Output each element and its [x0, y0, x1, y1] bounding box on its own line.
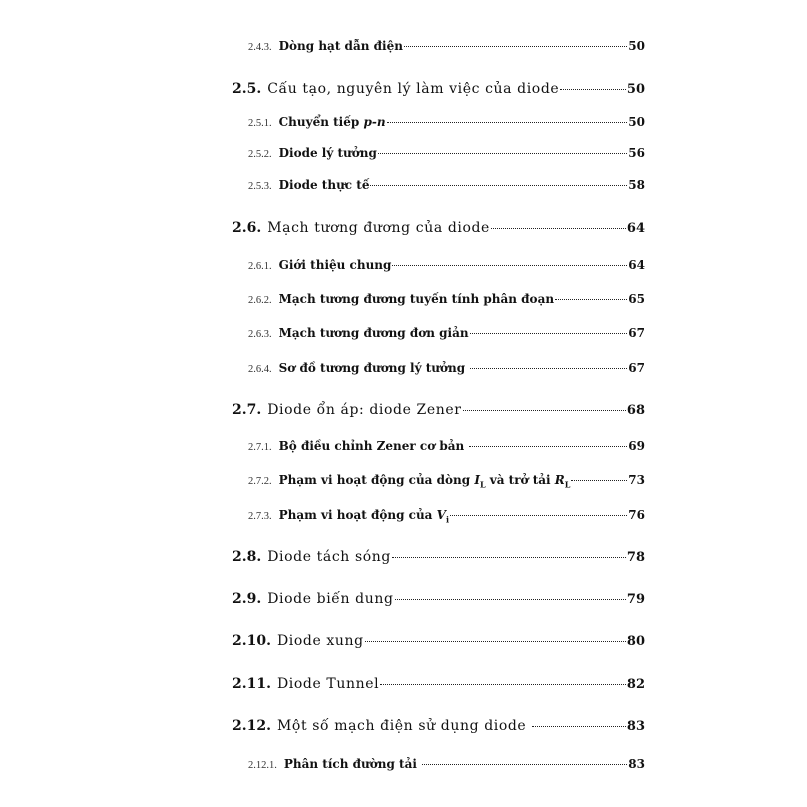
dot-leader — [395, 599, 626, 600]
toc-entry-page: 83 — [626, 719, 645, 734]
toc-entry[interactable] — [232, 402, 645, 418]
toc-entry-title — [279, 439, 469, 453]
title-segment: V — [436, 508, 446, 522]
toc-entry-title — [267, 549, 391, 565]
toc-entry-title — [267, 220, 490, 236]
toc-entry-page: 50 — [628, 115, 645, 129]
dot-leader — [571, 480, 627, 481]
title-segment: R — [554, 473, 565, 487]
toc-entry[interactable] — [248, 258, 645, 272]
toc-entry-page: 50 — [628, 39, 645, 53]
toc-entry[interactable] — [232, 633, 645, 649]
dot-leader — [532, 726, 626, 727]
toc-entry-number: 2.7.3. — [248, 511, 272, 522]
toc-entry-title — [267, 81, 559, 97]
toc-entry-number: 2.10. — [232, 633, 271, 649]
dot-leader — [365, 641, 626, 642]
toc-entry-number: 2.12. — [232, 718, 271, 734]
toc-entry[interactable] — [248, 439, 645, 453]
dot-leader — [560, 89, 626, 90]
toc-entry-page: 67 — [628, 326, 645, 340]
dot-leader — [392, 557, 626, 558]
title-segment: Dòng hạt dẫn điện — [278, 39, 403, 53]
title-segment: Diode Tunnel — [276, 676, 380, 692]
title-segment: Phạm vi hoạt động của dòng — [278, 473, 475, 487]
dot-leader — [450, 515, 627, 516]
toc-entry[interactable] — [248, 473, 645, 489]
title-segment: Diode tách sóng — [267, 549, 391, 565]
title-segment: L — [479, 479, 486, 490]
toc-entry-number: 2.8. — [232, 549, 262, 565]
toc-entry-page: 58 — [628, 178, 645, 192]
title-segment: Chuyển tiếp — [278, 115, 364, 129]
toc-entry-title — [279, 508, 449, 524]
toc-entry-page: 64 — [626, 221, 645, 236]
toc-entry-number: 2.4.3. — [248, 42, 272, 53]
toc-entry[interactable] — [248, 508, 645, 524]
toc-entry-page: 50 — [626, 82, 645, 97]
toc-entry-number: 2.5.2. — [248, 149, 272, 160]
title-segment: Diode ổn áp: diode Zener — [267, 402, 462, 418]
title-segment: Diode biến dung — [267, 591, 394, 607]
toc-entry[interactable] — [248, 115, 645, 129]
toc-entry[interactable] — [232, 591, 645, 607]
dot-leader — [404, 46, 627, 47]
toc-entry[interactable] — [232, 676, 645, 692]
toc-entry-title — [279, 146, 377, 160]
toc-entry-page: 80 — [626, 634, 645, 649]
toc-entry-number: 2.12.1. — [248, 760, 277, 771]
toc-entry-title — [277, 633, 364, 649]
dot-leader — [470, 368, 627, 369]
toc-entry-number: 2.7.2. — [248, 476, 272, 487]
toc-entry-page: 73 — [628, 473, 645, 487]
toc-entry[interactable] — [232, 549, 645, 565]
toc-entry-number: 2.5.1. — [248, 118, 272, 129]
toc-entry-number: 2.6. — [232, 220, 262, 236]
toc-entry[interactable] — [248, 292, 645, 306]
toc-entry[interactable] — [248, 326, 645, 340]
title-segment: Diode xung — [276, 633, 364, 649]
toc-entry-title — [279, 361, 470, 375]
toc-entry-number: 2.5. — [232, 81, 262, 97]
title-segment: i — [445, 514, 449, 525]
title-segment: L — [564, 479, 571, 490]
toc-entry-number: 2.6.1. — [248, 261, 272, 272]
toc-entry-number: 2.5.3. — [248, 181, 272, 192]
toc-entry[interactable] — [248, 361, 645, 375]
toc-entry-title — [267, 591, 393, 607]
toc-entry-title — [279, 292, 554, 306]
dot-leader — [380, 684, 626, 685]
toc-entry-title — [277, 718, 531, 734]
toc-entry-title — [279, 39, 403, 53]
toc-entry[interactable] — [248, 178, 645, 192]
title-segment: Sơ đồ tương đương lý tưởng — [278, 361, 470, 375]
toc-entry-number: 2.11. — [232, 676, 271, 692]
toc-entry-number: 2.6.2. — [248, 295, 272, 306]
toc-entry[interactable] — [248, 146, 645, 160]
title-segment: Mạch tương đương đơn giản — [278, 326, 469, 340]
dot-leader — [555, 299, 627, 300]
title-segment: Mạch tương đương tuyến tính phân đoạn — [278, 292, 555, 306]
toc-entry[interactable] — [248, 39, 645, 53]
dot-leader — [469, 446, 627, 447]
toc-entry[interactable] — [232, 81, 645, 97]
toc-entry-number: 2.7. — [232, 402, 262, 418]
toc-entry-page: 67 — [628, 361, 645, 375]
dot-leader — [491, 228, 626, 229]
toc-entry-title — [267, 402, 461, 418]
toc-entry-page: 65 — [628, 292, 645, 306]
toc-entry-page: 78 — [626, 550, 645, 565]
toc-entry-page: 69 — [628, 439, 645, 453]
toc-entry-page: 64 — [628, 258, 645, 272]
toc-entry-page: 68 — [626, 403, 645, 418]
dot-leader — [370, 185, 627, 186]
title-segment: Diode thực tế — [278, 178, 370, 192]
toc-entry-page: 79 — [626, 592, 645, 607]
dot-leader — [392, 265, 627, 266]
toc-entry-title — [284, 757, 421, 771]
title-segment: Một số mạch điện sử dụng diode — [276, 718, 532, 734]
toc-entry-title — [279, 178, 370, 192]
dot-leader — [463, 410, 626, 411]
dot-leader — [378, 153, 627, 154]
toc-entry[interactable] — [248, 757, 645, 771]
toc-entry-page: 82 — [626, 677, 645, 692]
title-segment: p-n — [363, 115, 386, 129]
toc-entry[interactable] — [232, 220, 645, 236]
dot-leader — [470, 333, 628, 334]
dot-leader — [387, 122, 628, 123]
title-segment: Cấu tạo, nguyên lý làm việc của diode — [267, 81, 560, 97]
title-segment: I — [474, 473, 480, 487]
dot-leader — [422, 764, 627, 765]
toc-entry-page: 83 — [628, 757, 645, 771]
title-segment: Diode lý tưởng — [278, 146, 377, 160]
title-segment: Phân tích đường tải — [283, 757, 422, 771]
toc-entry-number: 2.9. — [232, 591, 262, 607]
toc-entry-page: 56 — [628, 146, 645, 160]
title-segment: Phạm vi hoạt động của — [278, 508, 437, 522]
toc-entry-page: 76 — [628, 508, 645, 522]
title-segment: và trở tải — [485, 473, 555, 487]
title-segment: Mạch tương đương của diode — [267, 220, 490, 236]
title-segment: Bộ điều chỉnh Zener cơ bản — [278, 439, 469, 453]
toc-entry-title — [279, 115, 386, 129]
toc-entry-title — [277, 676, 379, 692]
toc-entry[interactable] — [232, 718, 645, 734]
toc-entry-number: 2.6.4. — [248, 364, 272, 375]
title-segment: Giới thiệu chung — [278, 258, 392, 272]
toc-entry-number: 2.6.3. — [248, 329, 272, 340]
toc-entry-title — [279, 326, 469, 340]
toc-entry-title — [279, 473, 571, 489]
toc-entry-title — [279, 258, 392, 272]
toc-entry-number: 2.7.1. — [248, 442, 272, 453]
